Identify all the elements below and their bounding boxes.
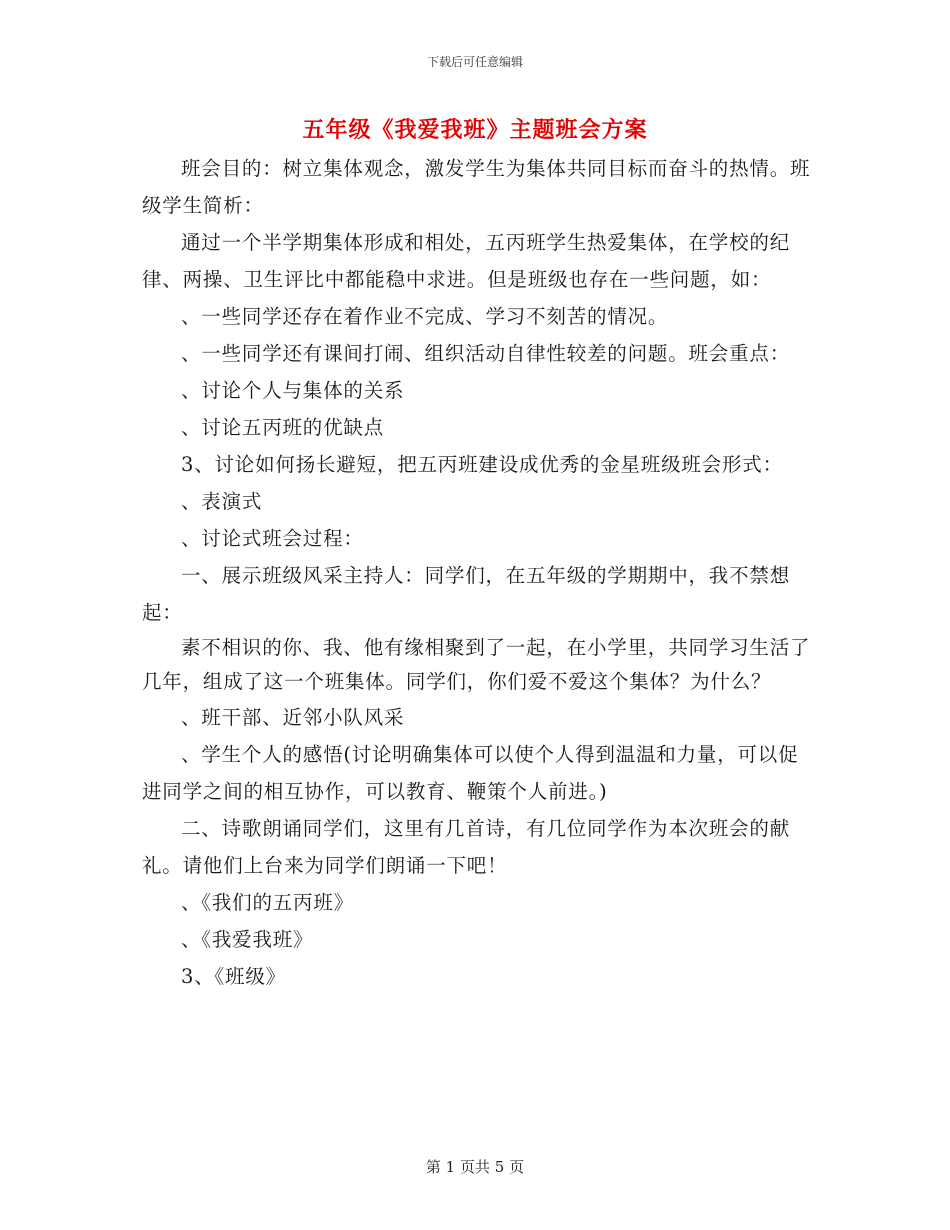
paragraph-problem-2: 、一些同学还有课间打闹、组织活动自律性较差的问题。班会重点：	[181, 342, 791, 365]
paragraph-problem-1: 、一些同学还存在着作业不完成、学习不刻苦的情况。	[181, 305, 669, 328]
page-number: 第 1 页共 5 页	[425, 1158, 525, 1176]
paragraph-analysis: 通过一个半学期集体形成和相处，五丙班学生热爱集体，在学校的纪律、两操、卫生评比中都能稳中求进。但是班级也存在一些问题，如：	[142, 231, 791, 291]
document-title: 五年级《我爱我班》主题班会方案	[302, 117, 648, 143]
document-body	[142, 150, 812, 995]
paragraph-poem-1: 、《我们的五丙班》	[181, 891, 354, 914]
paragraph-step-1-text: 素不相识的你、我、他有缘相聚到了一起，在小学里，共同学习生活了几年，组成了这一个班集体。同学们，你们爱不爱这个集体？为什么？	[142, 636, 811, 693]
paragraph-focus-1: 、讨论个人与集体的关系	[181, 379, 405, 402]
header-note: 下载后可任意编辑	[426, 55, 523, 69]
paragraph-focus-2: 、讨论五丙班的优缺点	[181, 416, 385, 439]
paragraph-step-2: 二、诗歌朗诵同学们，这里有几首诗，有几位同学作为本次班会的献礼。请他们上台来为同学们朗诵一下吧！	[142, 817, 791, 877]
paragraph-poem-3: 3、《班级》	[181, 965, 286, 988]
paragraph-step-1-item-2: 、学生个人的感悟(讨论明确集体可以使个人得到温温和力量，可以促进同学之间的相互协作，可以教育、鞭策个人前进。)	[142, 743, 799, 803]
paragraph-purpose: 班会目的：树立集体观念，激发学生为集体共同目标而奋斗的热情。班级学生简析：	[142, 157, 811, 217]
paragraph-poem-2: 、《我爱我班》	[181, 928, 314, 951]
paragraph-step-1-item-1: 、班干部、近邻小队风采	[181, 706, 405, 729]
paragraph-form-2: 、讨论式班会过程：	[181, 527, 364, 550]
paragraph-step-1: 一、展示班级风采主持人：同学们，在五年级的学期期中，我不禁想起：	[142, 564, 791, 624]
paragraph-focus-3: 3、讨论如何扬长避短，把五丙班建设成优秀的金星班级班会形式：	[181, 453, 783, 476]
paragraph-form-1: 、表演式	[181, 490, 263, 513]
